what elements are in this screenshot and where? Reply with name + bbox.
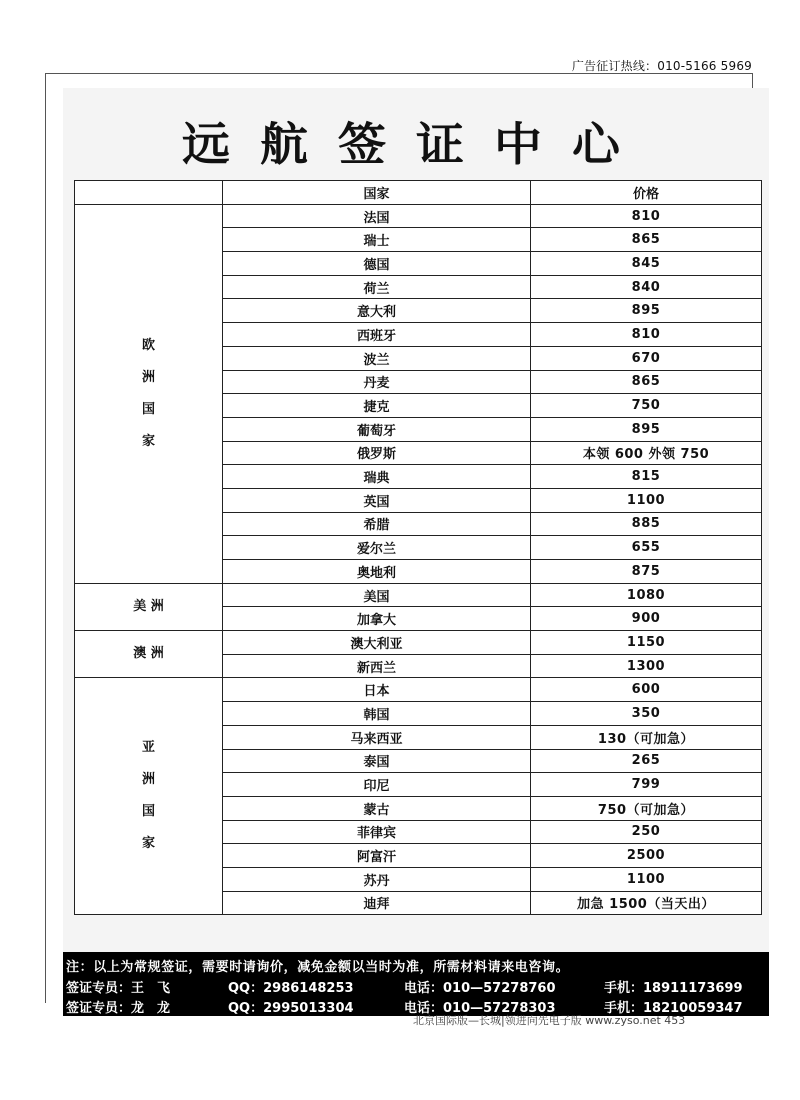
price-cell: 895 [531,299,762,323]
country-cell: 菲律宾 [223,820,531,844]
price-cell: 865 [531,228,762,252]
country-cell: 加拿大 [223,607,531,631]
country-cell: 俄罗斯 [223,441,531,465]
country-cell: 阿富汗 [223,844,531,868]
table-row [75,583,762,607]
footer-note: 注：以上为常规签证，需要时请询价，减免金额以当时为准，所需材料请来电咨询。 [66,960,570,975]
country-cell: 美国 [223,583,531,607]
ad-hotline: 广告征订热线：010-5166 5969 [571,59,752,73]
region-char: 国 [141,401,155,417]
country-cell: 爱尔兰 [223,536,531,560]
country-cell: 捷克 [223,394,531,418]
contact-mobile: 手机：18911173699 [604,981,743,996]
country-cell: 韩国 [223,702,531,726]
country-cell: 新西兰 [223,654,531,678]
price-cell: 900 [531,607,762,631]
country-cell: 丹麦 [223,370,531,394]
country-cell: 蒙古 [223,796,531,820]
country-cell: 泰国 [223,749,531,773]
region-cell: 美 洲 [75,583,223,630]
contact-name: 签证专员：王 飞 [66,981,171,996]
contact-phone: 电话：010—57278303 [404,1001,556,1016]
region-cell: 澳 洲 [75,631,223,678]
table-header-row [75,181,762,205]
price-cell: 840 [531,275,762,299]
contact-mobile: 手机：18210059347 [604,1001,743,1016]
price-cell: 1100 [531,488,762,512]
country-cell: 迪拜 [223,891,531,915]
country-cell: 葡萄牙 [223,417,531,441]
table-row [75,631,762,655]
price-cell: 845 [531,252,762,276]
price-cell: 250 [531,820,762,844]
header-country: 国家 [223,181,531,205]
frame-right-line [752,73,753,89]
region-char: 欧 [141,337,155,353]
country-cell: 意大利 [223,299,531,323]
country-cell: 英国 [223,488,531,512]
country-cell: 法国 [223,204,531,228]
country-cell: 马来西亚 [223,725,531,749]
country-cell: 德国 [223,252,531,276]
price-cell: 655 [531,536,762,560]
price-cell: 加急 1500（当天出） [531,891,762,915]
price-cell: 810 [531,204,762,228]
region-cell [75,204,223,583]
region-char: 亚 [141,740,155,756]
region-char: 家 [141,836,155,852]
price-cell: 670 [531,346,762,370]
price-cell: 1100 [531,867,762,891]
price-cell: 350 [531,702,762,726]
table-row [75,204,762,228]
price-cell: 750 [531,394,762,418]
price-cell: 1150 [531,631,762,655]
country-cell: 苏丹 [223,867,531,891]
contact-phone: 电话：010—57278760 [404,981,556,996]
visa-price-table [74,180,762,915]
contact-qq: QQ：2995013304 [228,1001,354,1016]
price-cell: 265 [531,749,762,773]
frame-left-line [45,73,46,1003]
header-region [75,181,223,205]
price-cell: 600 [531,678,762,702]
price-cell: 130（可加急） [531,725,762,749]
table-body [75,204,762,915]
price-cell: 865 [531,370,762,394]
price-cell: 1300 [531,654,762,678]
region-cell [75,678,223,915]
country-cell: 西班牙 [223,323,531,347]
table-row [75,678,762,702]
publication-footer-text: 北京国际版—长城|领进向先电子版 www.zyso.net 453 [413,1014,686,1027]
country-cell: 希腊 [223,512,531,536]
country-cell: 奥地利 [223,560,531,584]
region-char: 洲 [141,772,155,788]
country-cell: 日本 [223,678,531,702]
contact-name: 签证专员：龙 龙 [66,1001,171,1016]
page-title: 远航签证中心 [181,118,650,172]
price-cell: 875 [531,560,762,584]
footer-contact-bar [63,952,769,1016]
contact-qq: QQ：2986148253 [228,981,354,996]
country-cell: 瑞典 [223,465,531,489]
price-cell: 815 [531,465,762,489]
price-cell: 810 [531,323,762,347]
region-char: 国 [141,804,155,820]
price-cell: 885 [531,512,762,536]
country-cell: 荷兰 [223,275,531,299]
header-price: 价格 [531,181,762,205]
price-cell: 2500 [531,844,762,868]
price-cell: 本领 600 外领 750 [531,441,762,465]
country-cell: 波兰 [223,346,531,370]
frame-top-line [45,73,753,74]
country-cell: 瑞士 [223,228,531,252]
price-cell: 750（可加急） [531,796,762,820]
price-cell: 895 [531,417,762,441]
country-cell: 印尼 [223,773,531,797]
country-cell: 澳大利亚 [223,631,531,655]
price-cell: 1080 [531,583,762,607]
region-char: 洲 [141,369,155,385]
price-cell: 799 [531,773,762,797]
region-char: 家 [141,433,155,449]
